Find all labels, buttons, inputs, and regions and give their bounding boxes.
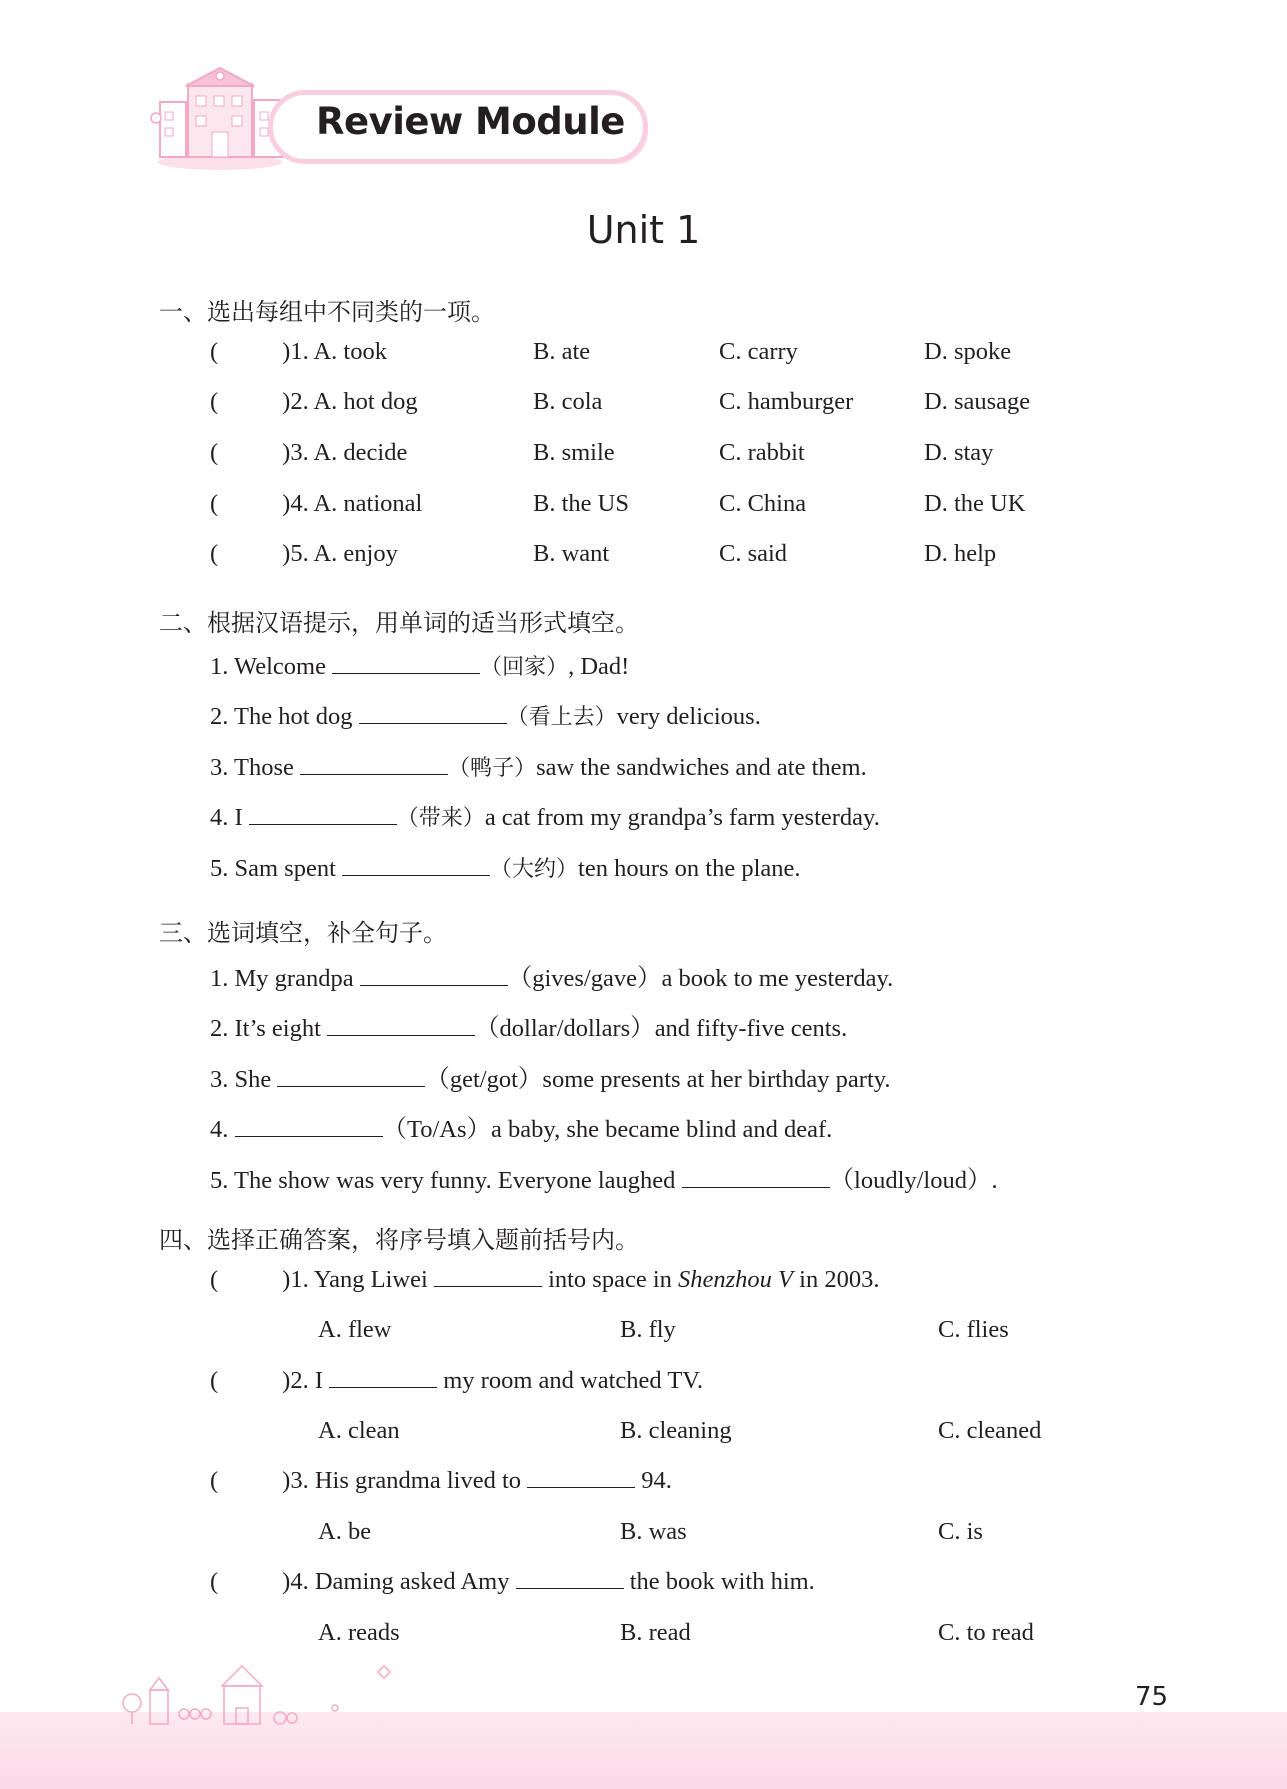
list-item xyxy=(210,700,761,731)
answer-paren[interactable]: ( xyxy=(210,1467,219,1494)
list-item xyxy=(210,1161,998,1196)
item-a: )4. A. national xyxy=(282,490,423,517)
option-a: A. reads xyxy=(318,1619,400,1646)
list-item xyxy=(210,540,398,568)
stem-end: in 2003. xyxy=(793,1266,880,1293)
sentence-end: a cat from my grandpa’s farm yesterday. xyxy=(484,804,880,831)
answer-paren[interactable]: ( xyxy=(210,338,219,365)
page-number: 75 xyxy=(1135,1682,1169,1712)
sentence-start: 4. I xyxy=(210,804,249,831)
sentence-start: 3. Those xyxy=(210,754,301,781)
answer-blank[interactable] xyxy=(360,965,508,986)
option-b: B. was xyxy=(620,1518,687,1545)
sentence-end: saw the sandwiches and ate them. xyxy=(536,754,867,781)
option-c: C. to read xyxy=(938,1619,1034,1646)
stem-mid: the book with him. xyxy=(623,1568,815,1595)
option-a: A. clean xyxy=(318,1417,400,1444)
answer-blank[interactable] xyxy=(249,804,397,825)
list-item xyxy=(210,439,407,467)
list-item xyxy=(210,1110,832,1145)
option-a: A. be xyxy=(318,1518,372,1545)
item-a: )1. A. took xyxy=(282,338,387,365)
sentence-start: 5. Sam spent xyxy=(210,855,343,882)
sentence-end: , Dad! xyxy=(568,653,630,680)
option-c: C. flies xyxy=(938,1316,1009,1343)
option-b: B. want xyxy=(533,540,610,567)
option-b: B. smile xyxy=(533,439,615,466)
option-c: C. rabbit xyxy=(719,439,805,466)
option-c: C. China xyxy=(719,490,807,517)
answer-paren[interactable]: ( xyxy=(210,439,219,466)
list-item xyxy=(210,959,893,994)
answer-paren[interactable]: ( xyxy=(210,1367,219,1394)
option-b: B. fly xyxy=(620,1316,676,1343)
option-d: D. stay xyxy=(924,439,994,466)
stem-italic: Shenzhou V xyxy=(678,1266,794,1293)
answer-blank[interactable] xyxy=(342,855,490,876)
option-d: D. the UK xyxy=(924,490,1026,517)
answer-blank[interactable] xyxy=(300,754,448,775)
option-c: C. hamburger xyxy=(719,388,854,415)
option-c: C. cleaned xyxy=(938,1417,1042,1444)
stem-start: )4. Daming asked Amy xyxy=(282,1568,516,1595)
stem-start: )3. His grandma lived to xyxy=(282,1467,528,1494)
section2-title: 二、根据汉语提示，用单词的适当形式填空。 xyxy=(159,609,639,637)
stem-mid: my room and watched TV. xyxy=(437,1367,703,1394)
hint: （To/As） xyxy=(382,1116,492,1143)
option-d: D. spoke xyxy=(924,338,1012,365)
sentence-start: 2. It’s eight xyxy=(210,1015,328,1042)
sentence-start: 3. She xyxy=(210,1066,278,1093)
question-stem xyxy=(210,1568,815,1596)
answer-blank[interactable] xyxy=(516,1568,624,1589)
section3-title: 三、选词填空，补全句子。 xyxy=(159,919,447,947)
answer-blank[interactable] xyxy=(359,703,507,724)
option-b: B. the US xyxy=(533,490,629,517)
sentence-end: and fifty-five cents. xyxy=(654,1015,848,1042)
hint: （gives/gave） xyxy=(507,965,662,992)
sentence-end: . xyxy=(991,1167,998,1194)
item-a: )2. A. hot dog xyxy=(282,388,418,415)
question-stem xyxy=(210,1266,879,1294)
answer-blank[interactable] xyxy=(332,653,480,674)
hint: （大约） xyxy=(490,857,579,882)
stem-start: )1. Yang Liwei xyxy=(282,1266,434,1293)
question-stem xyxy=(210,1367,703,1395)
list-item xyxy=(210,388,418,416)
answer-blank[interactable] xyxy=(682,1167,830,1188)
hint: （回家） xyxy=(480,655,569,680)
answer-paren[interactable]: ( xyxy=(210,540,219,567)
option-d: D. sausage xyxy=(924,388,1031,415)
item-a: )5. A. enjoy xyxy=(282,540,398,567)
option-c: C. carry xyxy=(719,338,798,365)
option-b: B. read xyxy=(620,1619,691,1646)
option-a: A. flew xyxy=(318,1316,392,1343)
option-b: B. ate xyxy=(533,338,591,365)
stem-mid: 94. xyxy=(635,1467,672,1494)
section4-title: 四、选择正确答案，将序号填入题前括号内。 xyxy=(159,1226,639,1254)
module-title: Review Module xyxy=(316,100,625,143)
answer-paren[interactable]: ( xyxy=(210,1266,219,1293)
answer-blank[interactable] xyxy=(277,1066,425,1087)
list-item xyxy=(210,338,387,366)
stem-mid: into space in xyxy=(541,1266,679,1293)
option-b: B. cleaning xyxy=(620,1417,732,1444)
sentence-end: very delicious. xyxy=(616,703,761,730)
answer-blank[interactable] xyxy=(327,1015,475,1036)
hint: （get/got） xyxy=(425,1066,543,1093)
item-a: )3. A. decide xyxy=(282,439,408,466)
option-d: D. help xyxy=(924,540,997,567)
list-item xyxy=(210,1009,847,1044)
question-stem xyxy=(210,1467,672,1495)
sentence-start: 5. The show was very funny. Everyone laughed xyxy=(210,1167,682,1194)
option-c: C. is xyxy=(938,1518,983,1545)
sentence-end: a book to me yesterday. xyxy=(661,965,894,992)
hint: （鸭子） xyxy=(448,756,537,781)
module-header xyxy=(150,62,660,172)
hint: （带来） xyxy=(396,806,485,831)
unit-title: Unit 1 xyxy=(586,208,701,252)
answer-paren[interactable]: ( xyxy=(210,388,219,415)
answer-blank[interactable] xyxy=(527,1467,635,1488)
list-item xyxy=(210,751,867,782)
sentence-end: some presents at her birthday party. xyxy=(542,1066,891,1093)
hint: （loudly/loud） xyxy=(829,1167,992,1194)
option-c: C. said xyxy=(719,540,788,567)
hint: （dollar/dollars） xyxy=(475,1015,655,1042)
list-item xyxy=(210,801,880,832)
sentence-start: 1. Welcome xyxy=(210,653,333,680)
sentence-end: ten hours on the plane. xyxy=(578,855,801,882)
answer-paren[interactable]: ( xyxy=(210,490,219,517)
section1-title: 一、选出每组中不同类的一项。 xyxy=(159,298,495,326)
hint: （看上去） xyxy=(506,705,617,730)
option-b: B. cola xyxy=(533,388,603,415)
answer-blank[interactable] xyxy=(329,1367,437,1388)
answer-blank[interactable] xyxy=(235,1116,383,1137)
stem-start: )2. I xyxy=(282,1367,330,1394)
list-item xyxy=(210,852,801,883)
town-doodle-icon xyxy=(120,1648,420,1728)
list-item xyxy=(210,650,629,681)
sentence-start: 1. My grandpa xyxy=(210,965,360,992)
sentence-end: a baby, she became blind and deaf. xyxy=(491,1116,833,1143)
list-item xyxy=(210,490,422,518)
answer-paren[interactable]: ( xyxy=(210,1568,219,1595)
sentence-start: 2. The hot dog xyxy=(210,703,359,730)
answer-blank[interactable] xyxy=(434,1266,542,1287)
list-item xyxy=(210,1060,891,1095)
sentence-start: 4. xyxy=(210,1116,235,1143)
